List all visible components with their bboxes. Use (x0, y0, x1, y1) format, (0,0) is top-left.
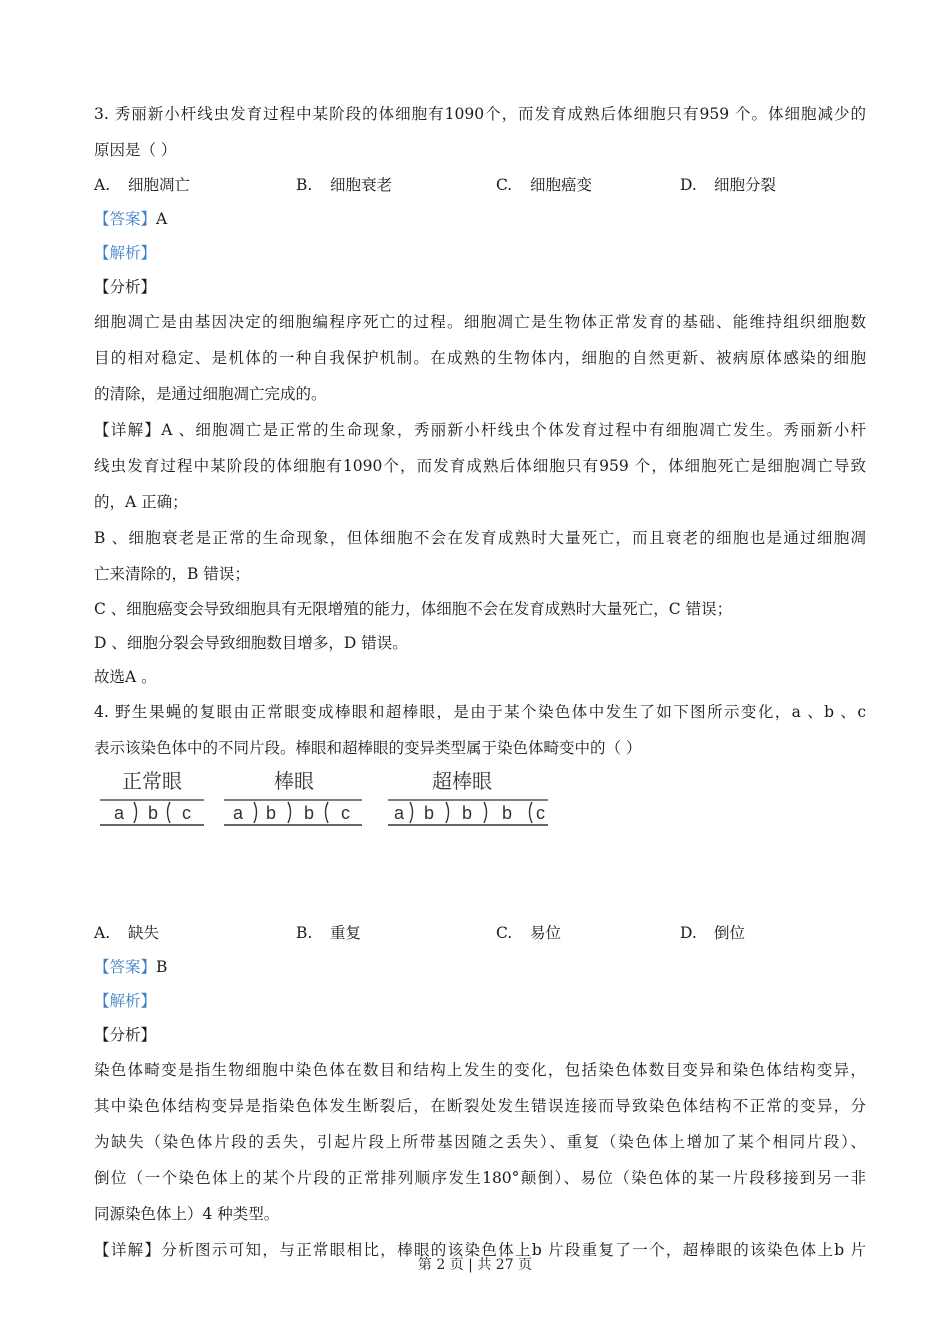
q4-analysis-line: 倒位（一个染色体上的某个片段的正常排列顺序发生180°颠倒）、易位（染色体的某一片段移接到另一非 (94, 1169, 866, 1187)
q4-option-c: C. 易位 (496, 924, 562, 942)
q3-option-a: A. 细胞凋亡 (94, 176, 191, 194)
q4-stem-line-2: 表示该染色体中的不同片段。棒眼和超棒眼的变异类型属于染色体畸变中的（ ） (94, 739, 642, 757)
segment-label: a (233, 803, 244, 823)
q3-analysis-line: 细胞凋亡是由基因决定的细胞编程序死亡的过程。细胞凋亡是生物体正常发育的基础、能维持组织细胞数 (94, 313, 866, 331)
segment-label: b (148, 803, 159, 823)
chromosome-diagram (98, 768, 558, 848)
q4-analysis-line: 其中染色体结构变异是指染色体发生断裂后，在断裂处发生错误连接而导致染色体结构不正常的变异，分 (94, 1097, 866, 1115)
q4-analysis-line: 为缺失（染色体片段的丢失，引起片段上所带基因随之丢失）、重复（染色体上增加了某个相同片段）、 (94, 1133, 866, 1151)
segment-label: b (266, 803, 277, 823)
q3-analysis-line: 目的相对稳定、是机体的一种自我保护机制。在成熟的生物体内，细胞的自然更新、被病原体感染的细胞 (94, 349, 866, 367)
q3-detail-line: 的，A 正确； (94, 493, 188, 511)
document-page (94, 96, 866, 1268)
q4-option-b: B. 重复 (296, 924, 362, 942)
segment-label: c (341, 803, 350, 823)
answer-value: B (156, 958, 168, 976)
q4-options (94, 916, 866, 950)
q3-detail-line: 亡来清除的，B 错误； (94, 565, 250, 583)
q3-detail-line: B 、细胞衰老是正常的生命现象，但体细胞不会在发育成熟时大量死亡，而且衰老的细胞也是通过细胞凋 (94, 529, 866, 547)
segment-label: c (536, 803, 545, 823)
q3-option-d: D. 细胞分裂 (680, 176, 777, 194)
segment-label: a (394, 803, 405, 823)
q3-detail-line: 线虫发育过程中某阶段的体细胞有1090个，而发育成熟后体细胞只有959 个，体细胞死亡是细胞凋亡导致 (94, 457, 866, 475)
panel-title-bar: 棒眼 (274, 771, 314, 793)
q3-answer (94, 202, 866, 236)
q3-stem-line-2: 原因是（ ） (94, 141, 177, 159)
q3-option-c: C. 细胞癌变 (496, 176, 593, 194)
q3-detail-line: 故选A 。 (94, 668, 157, 686)
q4-detail-line: 【详解】分析图示可知，与正常眼相比，棒眼的该染色体上b 片段重复了一个，超棒眼的该染色体上b 片 (94, 1241, 866, 1259)
chromosome-figure (94, 766, 866, 916)
segment-label: b (424, 803, 435, 823)
q3-options (94, 168, 866, 202)
segment-label: c (182, 803, 191, 823)
answer-value: A (156, 210, 168, 228)
q4-stem-line-1: 4. 野生果蝇的复眼由正常眼变成棒眼和超棒眼，是由于某个染色体中发生了如下图所示变化，a 、b 、c (94, 703, 866, 721)
q4-answer (94, 950, 866, 984)
page-footer: 第 2 页 | 共 27 页 (417, 1257, 533, 1273)
q4-analysis-line: 同源染色体上）4 种类型。 (94, 1205, 280, 1223)
panel-title-normal: 正常眼 (122, 771, 182, 793)
q4-fenxi-tag: 【分析】 (94, 1026, 157, 1044)
q4-option-d: D. 倒位 (680, 924, 746, 942)
answer-tag: 【答案】 (94, 210, 157, 228)
q4-option-a: A. 缺失 (94, 924, 160, 942)
segment-label: b (462, 803, 473, 823)
q3-analysis-line: 的清除，是通过细胞凋亡完成的。 (94, 385, 327, 403)
q4-jiexi-tag: 【解析】 (94, 992, 157, 1010)
answer-tag: 【答案】 (94, 958, 157, 976)
q3-detail-line: C 、细胞癌变会导致细胞具有无限增殖的能力，体细胞不会在发育成熟时大量死亡，C 错误； (94, 600, 733, 618)
q3-detail-line: 【详解】A 、细胞凋亡是正常的生命现象，秀丽新小杆线虫个体发育过程中有细胞凋亡发生。秀丽新小杆 (94, 421, 866, 439)
q3-stem-line-1: 3. 秀丽新小杆线虫发育过程中某阶段的体细胞有1090个，而发育成熟后体细胞只有959 个。体细胞减少的 (94, 105, 866, 123)
panel-title-superbar: 超棒眼 (432, 771, 492, 793)
q4-analysis-line: 染色体畸变是指生物细胞中染色体在数目和结构上发生的变化，包括染色体数目变异和染色体结构变异， (94, 1061, 866, 1079)
q3-option-b: B. 细胞衰老 (296, 176, 393, 194)
q3-jiexi-tag: 【解析】 (94, 244, 157, 262)
q3-detail-line: D 、细胞分裂会导致细胞数目增多，D 错误。 (94, 634, 408, 652)
segment-label: a (114, 803, 125, 823)
segment-label: b (502, 803, 513, 823)
q3-fenxi-tag: 【分析】 (94, 278, 157, 296)
segment-label: b (304, 803, 315, 823)
